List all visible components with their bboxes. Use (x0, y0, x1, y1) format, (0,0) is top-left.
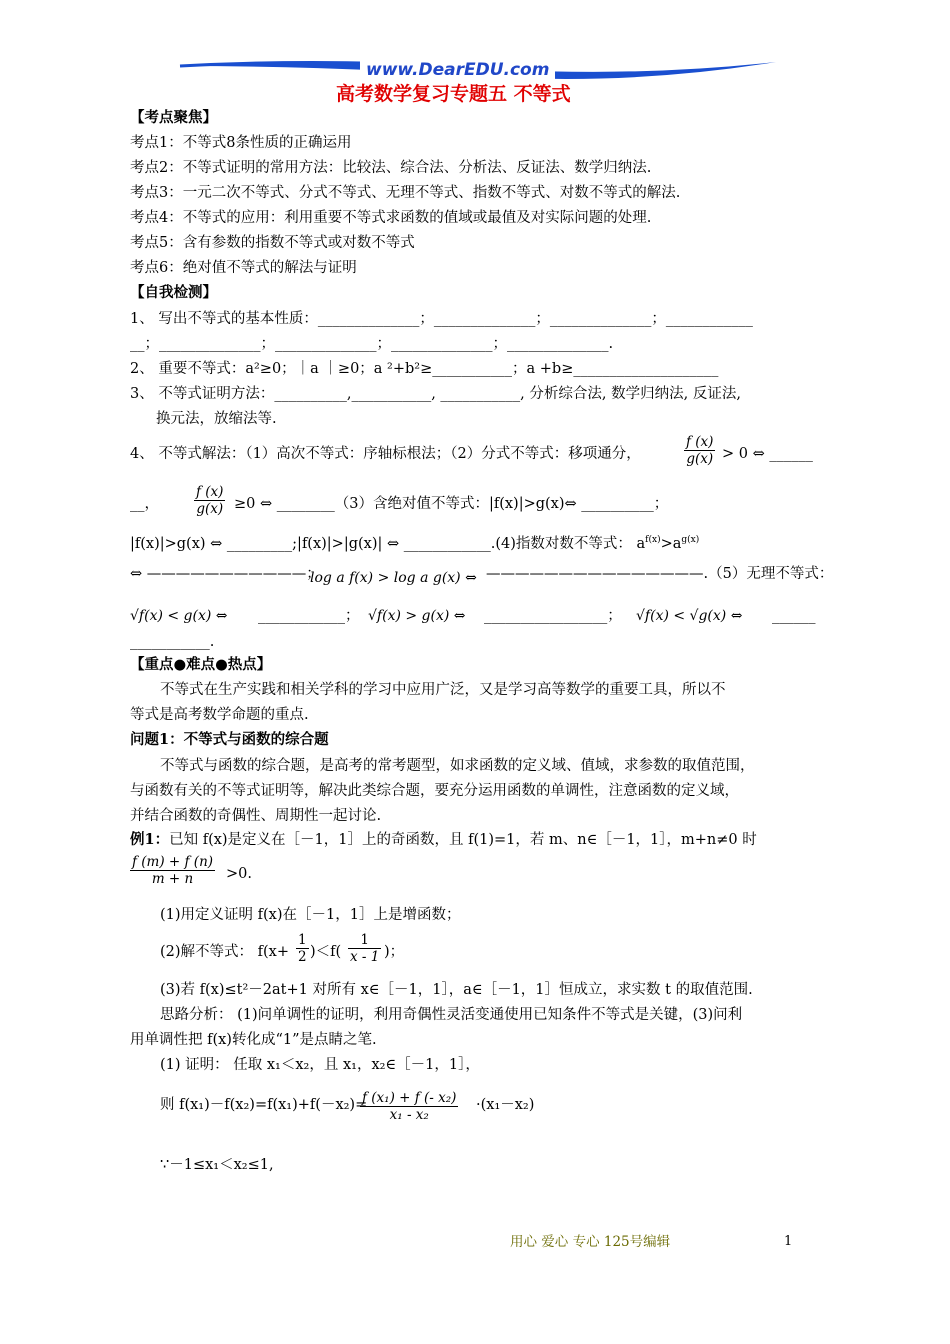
q4-line3-gt: >a (660, 535, 682, 552)
q4-fraction-2 (194, 484, 225, 517)
example1-q2-fraction-2-denominator: x - 1 (350, 949, 380, 965)
section-heading-focus: 【考点聚焦】 (130, 109, 217, 126)
selfcheck-q3-line1: 3、 不等式证明方法：__________,___________, ___________, 分析综合法, 数学归纳法, 反证法, (130, 386, 741, 402)
example1-label: 例1： (130, 831, 170, 848)
q4-line2-mid: ≥0 ⇔ ________（3）含绝对值不等式：|f(x)|>g(x)⇔ __________； (234, 496, 669, 512)
problem1-line1: 不等式与函数的综合题，是高考的常考题型，如求函数的定义域、值域，求参数的取值范围， (160, 758, 755, 774)
q4-fraction-1-numerator: f (x) (686, 434, 714, 450)
proof-line1: (1) 证明： 任取 x₁＜x₂，且 x₁，x₂∈［－1，1］， (160, 1057, 480, 1073)
footer-text: 用心 爱心 专心 125号编辑 (510, 1234, 671, 1250)
example1-question2-lead: (2)解不等式： f(x+ (160, 944, 289, 960)
proof-fraction (360, 1090, 458, 1123)
example1-fraction (130, 854, 215, 887)
selfcheck-q1-line2: __；______________；______________；______________；______________. (130, 336, 614, 352)
proof-line3: ∵－1≤x₁＜x₂≤1, (160, 1157, 274, 1173)
q4-line5-b: √f(x) > g(x) ⇔ (368, 608, 466, 624)
problem1-title: 问题1：不等式与函数的综合题 (130, 731, 329, 748)
q4-line6: ___________. (130, 634, 215, 650)
example1-question1: (1)用定义证明 f(x)在［－1，1］上是增函数； (160, 907, 461, 923)
q4-line4-a: ⇔ ———————————； (130, 566, 321, 582)
q4-fraction-1 (684, 434, 715, 467)
section-heading-keypoints: 【重点●难点●热点】 (130, 656, 272, 673)
example1-fraction-denominator: m + n (151, 871, 194, 887)
example1-question2-mid: )＜f( (310, 944, 342, 960)
focus-point-3: 考点3：一元二次不等式、分式不等式、无理不等式、指数不等式、对数不等式的解法. (130, 185, 681, 201)
q4-line3-text: |f(x)|>g(x) ⇔ _________;|f(x)|>|g(x)| ⇔ ____________.(4)指数对数不等式： a (130, 535, 646, 552)
q4-line5-c-blank: ______ (772, 608, 816, 624)
q4-fraction-1-denominator: g(x) (686, 451, 714, 467)
focus-point-6: 考点6：绝对值不等式的解法与证明 (130, 260, 357, 276)
example1-text: 已知 f(x)是定义在［－1，1］上的奇函数，且 f(1)=1，若 m、n∈［－1，1］，m+n≠0 时 (169, 832, 757, 848)
q4-fraction-2-denominator: g(x) (196, 501, 224, 517)
selfcheck-q4-line1: 4、 不等式解法：（1）高次不等式：序轴标根法；（2）分式不等式：移项通分， (130, 446, 641, 462)
example1-question3: (3)若 f(x)≤t²－2at+1 对所有 x∈［－1，1］，a∈［－1，1］恒成立，求实数 t 的取值范围. (160, 982, 753, 998)
proof-fraction-numerator: f (x₁) + f (- x₂) (362, 1090, 457, 1106)
example1-q2-fraction-1-denominator: 2 (298, 949, 307, 965)
q4-line3-sup2: g(x) (681, 535, 700, 545)
q4-line3 (130, 530, 699, 554)
example1-question2-tail: )； (384, 944, 405, 960)
example1-q2-fraction-1-numerator: 1 (298, 932, 307, 948)
q4-line5-a: √f(x) < g(x) ⇔ (130, 608, 228, 624)
example1-q2-fraction-2-numerator: 1 (360, 932, 369, 948)
focus-point-2: 考点2：不等式证明的常用方法：比较法、综合法、分析法、反证法、数学归纳法. (130, 160, 652, 176)
keypoints-intro-line2: 等式是高考数学命题的重点. (130, 707, 309, 723)
q4-line4-b: ———————————————.（5）无理不等式： (486, 566, 834, 582)
example1-fraction-tail: >0. (226, 866, 252, 882)
q4-line5-a-blank: ____________； (258, 608, 360, 624)
site-url: www.DearEDU.com (360, 60, 555, 80)
selfcheck-q3-line2: 换元法，放缩法等. (156, 411, 277, 427)
page-number: 1 (784, 1234, 793, 1249)
page-title: 高考数学复习专题五 不等式 (336, 83, 571, 105)
selfcheck-q1-line1: 1、 写出不等式的基本性质：______________；______________；______________；____________ (130, 311, 753, 327)
analysis-line1: 思路分析： (1)问单调性的证明，利用奇偶性灵活变通使用已知条件不等式是关键，(3)问利 (160, 1007, 743, 1023)
section-heading-selfcheck: 【自我检测】 (130, 284, 217, 301)
proof-fraction-denominator: x₁ - x₂ (389, 1107, 429, 1123)
q4-line2-lead: __， (130, 496, 159, 512)
problem1-line3: 并结合函数的奇偶性、周期性一起讨论. (130, 808, 382, 824)
q4-line5-b-blank: _________________； (484, 608, 622, 624)
focus-point-5: 考点5：含有参数的指数不等式或对数不等式 (130, 235, 415, 251)
example1-q2-fraction-2 (348, 932, 381, 965)
proof-line2-tail: ·(x₁－x₂) (476, 1097, 535, 1113)
q4-line3-sup1: f(x) (645, 535, 661, 545)
selfcheck-q2: 2、 重要不等式：a²≥0；｜a ｜≥0；a ²+b²≥___________；a +b≥____________________ (130, 361, 719, 377)
proof-line2-lead: 则 f(x₁)－f(x₂)=f(x₁)+f(－x₂)= (160, 1097, 368, 1113)
keypoints-intro-line1: 不等式在生产实践和相关学科的学习中应用广泛，又是学习高等数学的重要工具，所以不 (160, 682, 726, 698)
analysis-line2: 用单调性把 f(x)转化成“1”是点睛之笔. (130, 1032, 377, 1048)
q4-fraction-2-numerator: f (x) (196, 484, 224, 500)
q4-line5-c: √f(x) < √g(x) ⇔ (636, 608, 743, 624)
focus-point-1: 考点1：不等式8条性质的正确运用 (130, 135, 352, 151)
q4-line4-log: log a f(x) > log a g(x) ⇔ (310, 570, 477, 586)
example1-statement (130, 830, 757, 850)
q4-line1-tail: > 0 ⇔ ______ (722, 446, 813, 462)
example1-fraction-numerator: f (m) + f (n) (132, 854, 214, 870)
focus-point-4: 考点4：不等式的应用：利用重要不等式求函数的值域或最值及对实际问题的处理. (130, 210, 652, 226)
example1-q2-fraction-1 (296, 932, 309, 965)
problem1-line2: 与函数有关的不等式证明等，解决此类综合题，要充分运用函数的单调性，注意函数的定义域， (130, 783, 739, 799)
